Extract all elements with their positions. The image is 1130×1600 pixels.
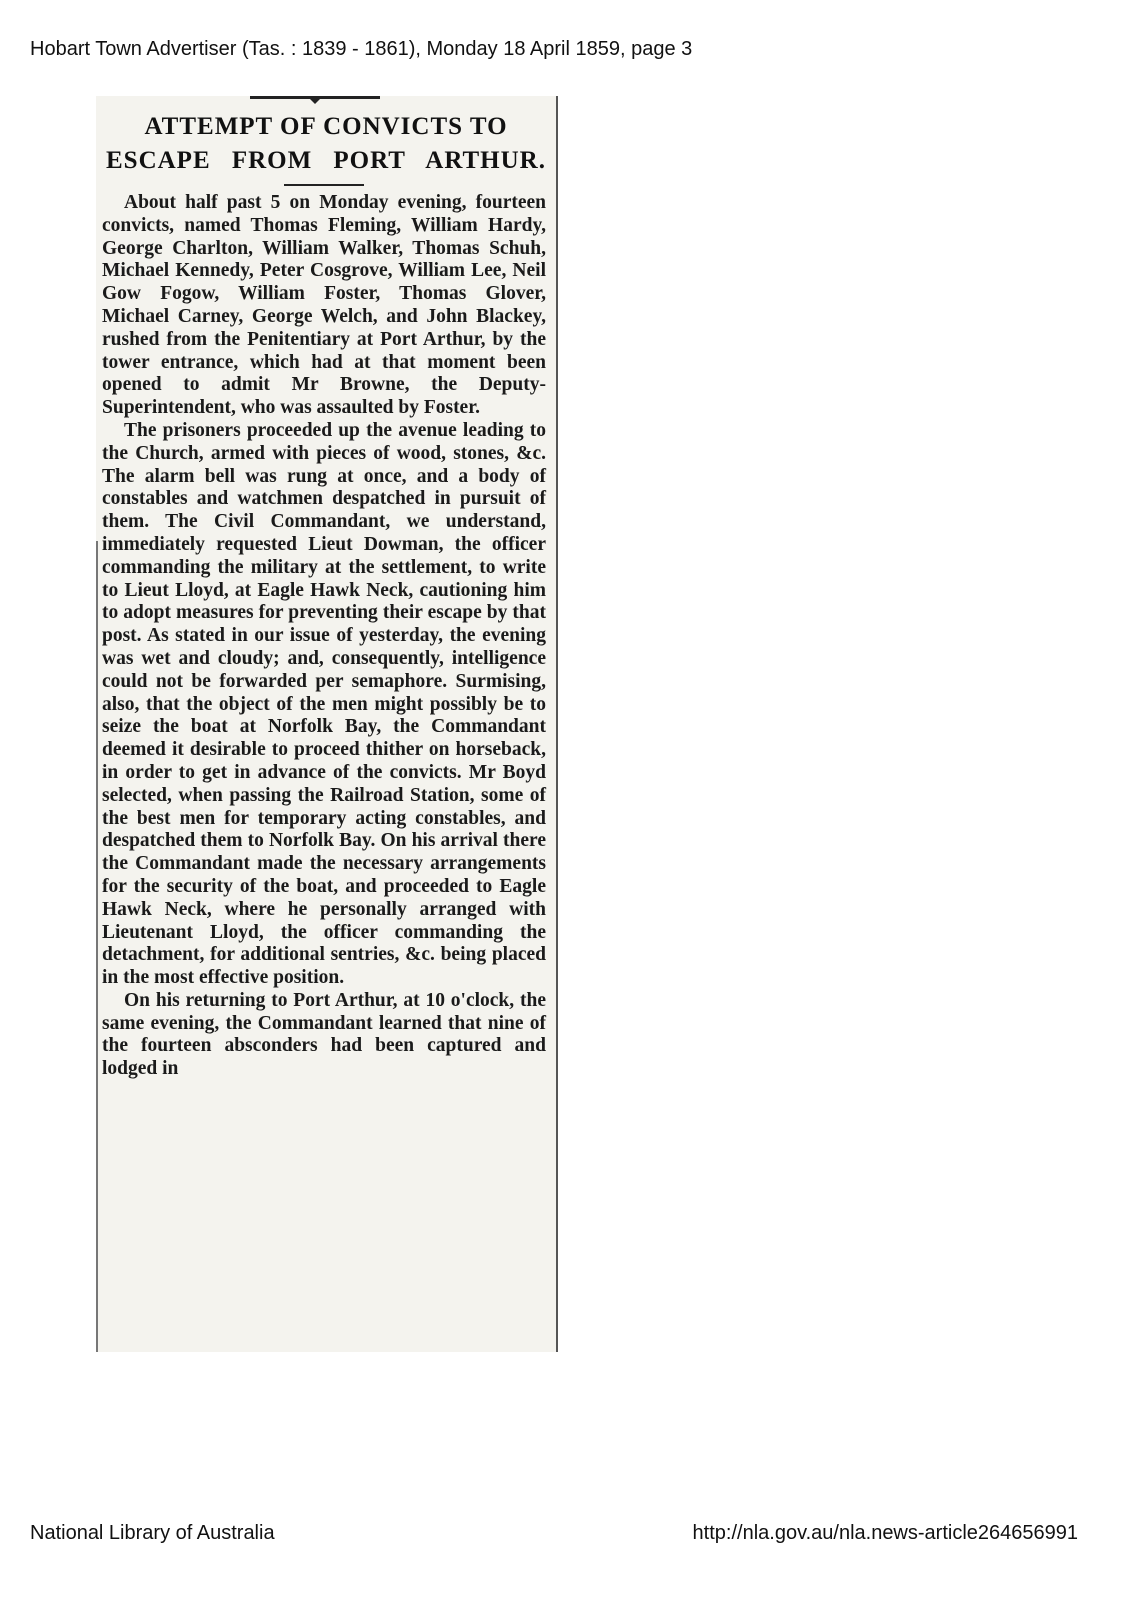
- headline-line-1: ATTEMPT OF CONVICTS TO: [144, 113, 508, 140]
- top-ornament-tip: [309, 98, 321, 104]
- article-headline: [100, 110, 552, 178]
- headline-line-2: ESCAPE FROM PORT ARTHUR.: [106, 147, 546, 174]
- footer-library-name: National Library of Australia: [30, 1522, 275, 1544]
- article-paragraph-2: The prisoners proceeded up the avenue leading to the Church, armed with pieces of wood, stones, &c. The alarm bell was rung at once, and a body of constables and watchmen despatched in pursuit of them. The Civil Commandant, we understand, immediately requested Lieut Dowman, the officer commanding the military at the settlement, to write to Lieut Lloyd, at Eagle Hawk Neck, cautioning him to adopt measures for preventing their escape by that post. As stated in our issue of yesterday, the evening was wet and cloudy; and, consequently, intelligence could not be forwarded per semaphore. Surmising, also, that the object of the men might possibly be to seize the boat at Norfolk Bay, the Commandant deemed it desirable to proceed thither on horseback, in order to get in advance of the convicts. Mr Boyd selected, when passing the Railroad Station, some of the best men for temporary acting constables, and despatched them to Norfolk Bay. On his arrival there the Commandant made the necessary arrangements for the security of the boat, and proceeded to Eagle Hawk Neck, where he personally arranged with Lieutenant Lloyd, the officer commanding the detachment, for additional sentries, &c. being placed in the most effective position.: [102, 419, 546, 989]
- footer-article-url[interactable]: http://nla.gov.au/nla.news-article264656991: [692, 1522, 1078, 1544]
- article-paragraph-1: About half past 5 on Monday evening, fourteen convicts, named Thomas Fleming, William Hardy, George Charlton, William Walker, Thomas Schuh, Michael Kennedy, Peter Cosgrove, William Lee, Neil Gow Fogow, William Foster, Thomas Glover, Michael Carney, George Welch, and John Blackey, rushed from the Penitentiary at Port Arthur, by the tower entrance, which had at that moment been opened to admit Mr Browne, the Deputy-Superintendent, who was assaulted by Foster.: [102, 192, 546, 419]
- column-rule-right: [556, 96, 558, 1352]
- headline-rule: [284, 184, 364, 186]
- article-body: [102, 192, 546, 1081]
- newspaper-clipping: [96, 96, 558, 1352]
- citation-header: Hobart Town Advertiser (Tas. : 1839 - 1861), Monday 18 April 1859, page 3: [30, 38, 693, 60]
- article-paragraph-3: On his returning to Port Arthur, at 10 o'clock, the same evening, the Commandant learned that nine of the fourteen absconders had been captured and lodged in: [102, 989, 546, 1080]
- column-rule-left: [96, 541, 98, 1352]
